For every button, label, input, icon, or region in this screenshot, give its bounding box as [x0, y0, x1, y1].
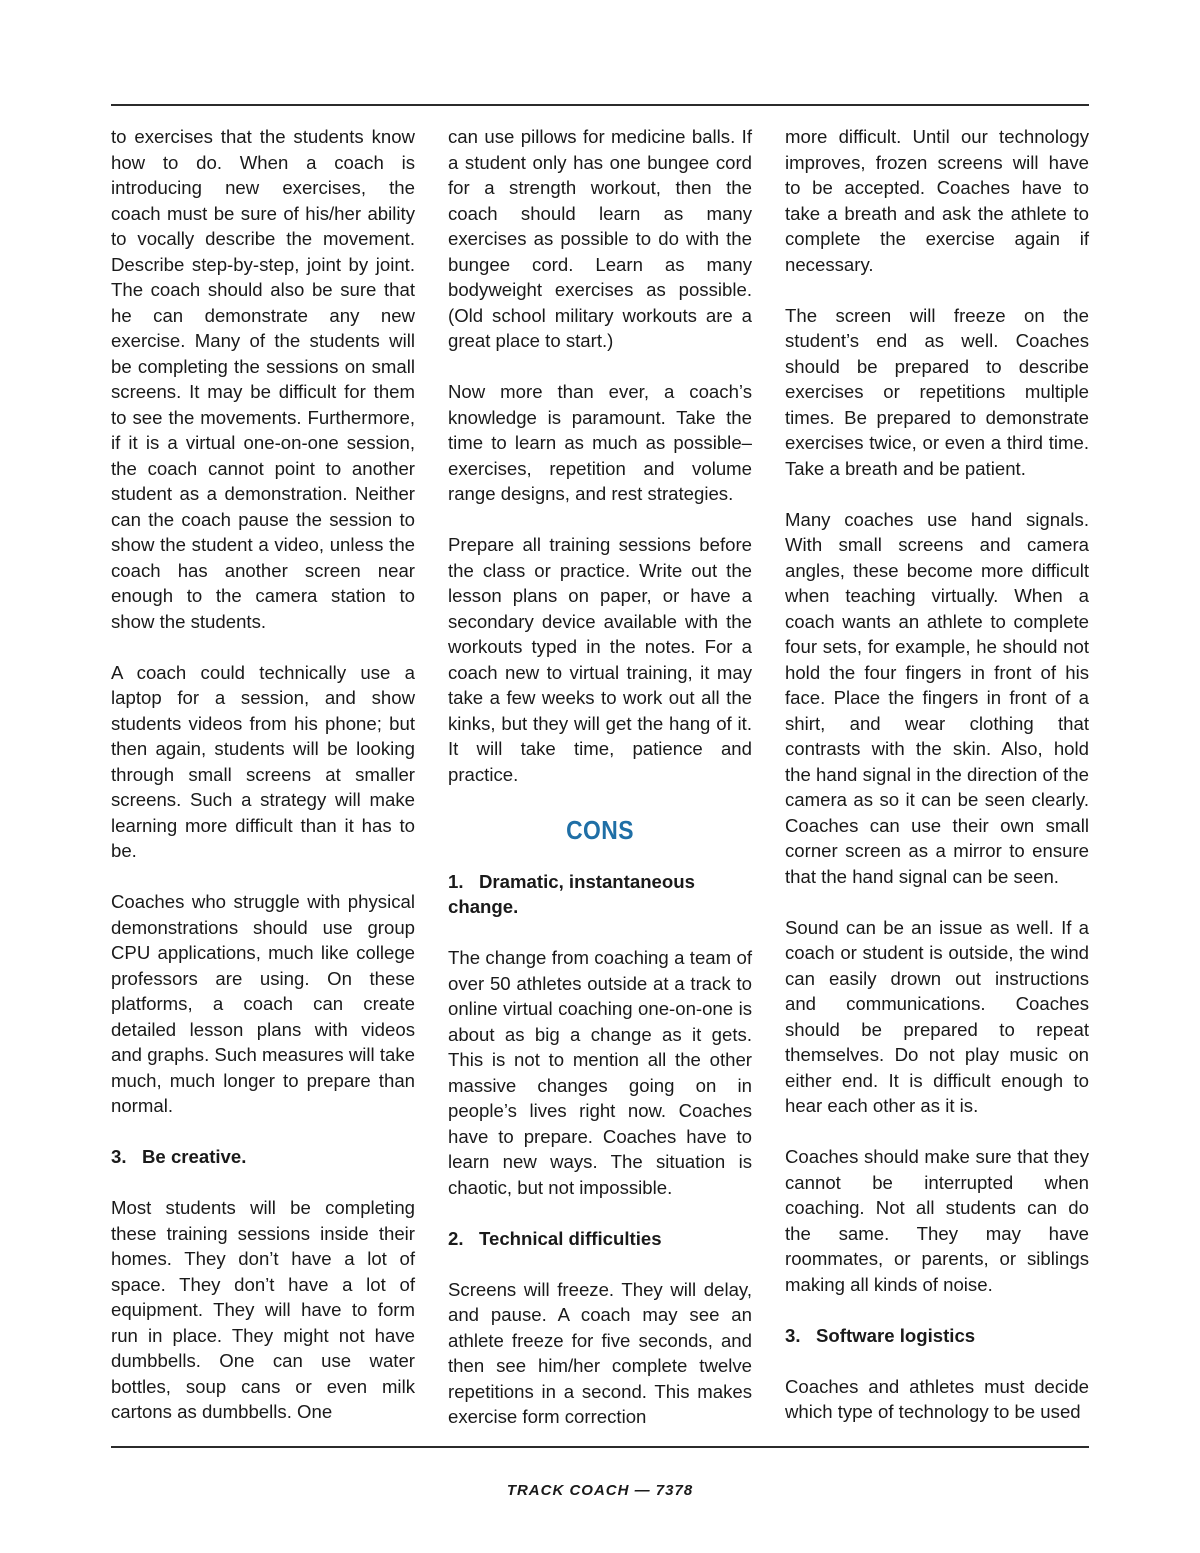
column-2	[448, 124, 752, 1430]
body-paragraph: The screen will freeze on the student’s end as well. Coaches should be prepared to describe exercises or repetitions multiple times. Be prepared to demonstrate exercises twice, or even a third time. Take a breath and be patient.	[785, 304, 1089, 479]
top-rule	[111, 104, 1089, 106]
body-paragraph: Now more than ever, a coach’s knowledge is paramount. Take the time to learn as much as possible– exercises, repetition and volume range designs, and rest strategies.	[448, 381, 752, 504]
body-paragraph: Many coaches use hand signals. With small screens and camera angles, these become more difficult when teaching virtually. When a coach wants an athlete to complete four sets, for example, he should not hold the four fingers in front of his face. Place the fingers in front of a shirt, and wear clothing that contrasts with the skin. Also, hold the hand signal in the direction of the camera as so it can be seen clearly. Coaches can use their own small corner screen as a mirror to ensure that the hand signal can be seen.	[785, 508, 1089, 887]
body-paragraph: Sound can be an issue as well. If a coach or student is outside, the wind can easily drown out instructions and communications. Coaches should be prepared to repeat themselves. Do not play music on either end. It is difficult enough to hear each other as it is.	[785, 916, 1089, 1116]
body-paragraph: Screens will freeze. They will delay, and pause. A coach may see an athlete freeze for five seconds, and then see him/her complete twelve repetitions in a second. This makes exercise form correction	[448, 1278, 752, 1427]
body-paragraph: A coach could technically use a laptop for a session, and show students videos from his phone; but then again, students will be looking through small screens at smaller screens. Such a strategy will make learning more difficult than it has to be.	[111, 661, 415, 861]
section-heading-cons: CONS	[566, 814, 634, 845]
body-paragraph: Coaches who struggle with physical demonstrations should use group CPU applications, much like college professors are using. On these platforms, a coach can create detailed lesson plans with videos and graphs. Such measures will take much, much longer to prepare than normal.	[111, 891, 415, 1116]
body-paragraph: Coaches should make sure that they cannot be interrupted when coaching. Not all students can do the same. They may have roommates, or parents, or siblings making all kinds of noise.	[785, 1146, 1089, 1295]
column-3	[785, 124, 1089, 1425]
subheading-be-creative: 3. Be creative.	[111, 1146, 247, 1167]
subheading-technical-difficulties: 2. Technical difficulties	[448, 1227, 662, 1249]
body-paragraph: Coaches and athletes must decide which type of technology to be used	[785, 1375, 1089, 1422]
body-paragraph: more difficult. Until our technology improves, frozen screens will have to be accepted. Coaches have to take a breath and ask the athlete to complete the exercise again if necessary.	[785, 126, 1089, 275]
body-paragraph: Most students will be completing these training sessions inside their homes. They don’t have a lot of space. They don’t have a lot of equipment. They will have to form run in place. They might not have dumbbells. One can use water bottles, soup cans or even milk cartons as dumbbells. One	[111, 1197, 415, 1422]
body-paragraph: can use pillows for medicine balls. If a student only has one bungee cord for a strength workout, then the coach should learn as many exercises as possible to do with the bungee cord. Learn as many bodyweight exercises as possible. (Old school military workouts are a great place to start.)	[448, 126, 752, 351]
column-1	[111, 124, 415, 1425]
subheading-software-logistics: 3. Software logistics	[785, 1324, 976, 1346]
subheading-dramatic-change: 1. Dramatic, instantaneous change.	[448, 870, 695, 917]
bottom-rule	[111, 1446, 1089, 1448]
page-footer: TRACK COACH — 7378	[506, 1482, 694, 1499]
body-paragraph: to exercises that the students know how to do. When a coach is introducing new exercises, the coach must be sure of his/her ability to vocally describe the movement. Describe step-by-step, joint by joint. The coach should also be sure that he can demonstrate any new exercise. Many of the students will be completing the sessions on small screens. It may be difficult for them to see the movements. Furthermore, if it is a virtual one-on-one session, the coach cannot point to another student as a demonstration. Neither can the coach pause the session to show the student a video, unless the coach has another screen near enough to the camera station to show the students.	[111, 126, 415, 632]
body-paragraph: Prepare all training sessions before the class or practice. Write out the lesson plans on paper, or have a secondary device available with the workouts typed in the notes. For a coach new to virtual training, it may take a few weeks to work out all the kinks, but they will get the hang of it. It will take time, patience and practice.	[448, 534, 752, 785]
body-paragraph: The change from coaching a team of over 50 athletes outside at a track to online virtual coaching one-on-one is about as big a change as it gets. This is not to mention all the other massive changes going on in people’s lives right now. Coaches have to prepare. Coaches have to learn new ways. The situation is chaotic, but not impossible.	[448, 947, 752, 1198]
